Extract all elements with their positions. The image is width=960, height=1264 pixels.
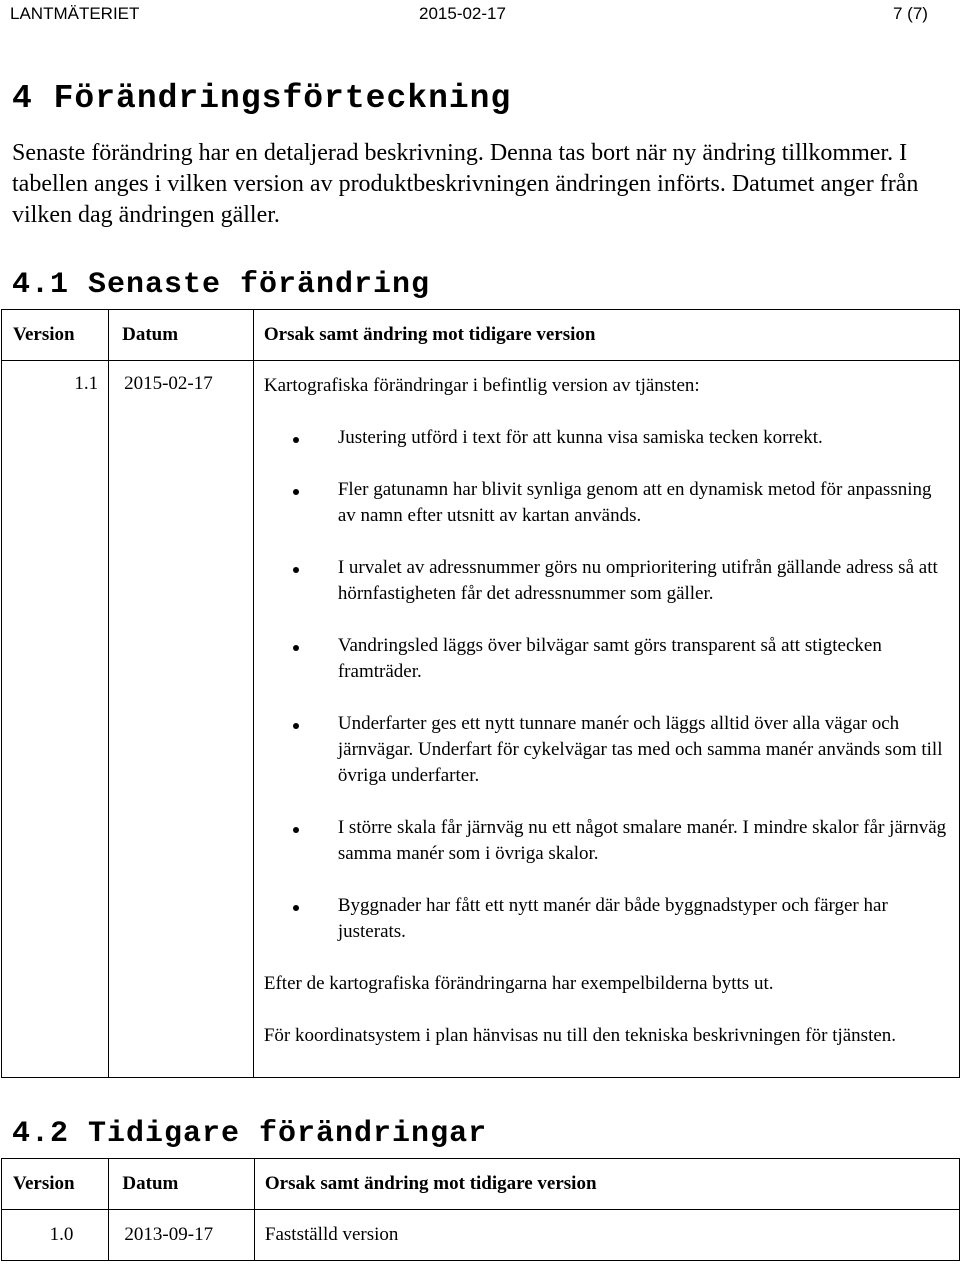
column-header-date: Datum (109, 310, 254, 361)
header-organization: LANTMÄTERIET (10, 4, 140, 23)
bullet-icon (293, 905, 299, 911)
list-item: Byggnader har fått ett nytt manér där både byggnadstyper och färger har justerats. (254, 893, 959, 945)
table-header-row (2, 310, 960, 361)
column-header-version: Version (2, 1159, 109, 1210)
row-date: 2015-02-17 (109, 361, 254, 1078)
table-header-row (2, 1159, 960, 1210)
after-text-examples: Efter de kartografiska förändringarna har exempelbilderna bytts ut. (263, 973, 774, 994)
list-item: I urvalet av adressnummer görs nu omprioritering utifrån gällande adress så att hörnfastigheten får det adressnummer som gäller. (254, 555, 959, 607)
table-row (2, 1210, 960, 1261)
column-header-date: Datum (109, 1159, 254, 1210)
bullet-icon (293, 723, 299, 729)
row-version: 1.1 (2, 361, 109, 1078)
after-text-coordinates: För koordinatsystem i plan hänvisas nu till den tekniska beskrivningen för tjänsten. (263, 1025, 897, 1046)
previous-changes-title: 4.2 Tidigare förändringar (12, 1117, 488, 1151)
bullet-icon (293, 827, 299, 833)
bullet-icon (293, 489, 299, 495)
table-row (2, 361, 960, 1078)
latest-changes-title: 4.1 Senaste förändring (12, 268, 431, 302)
change-list (254, 425, 959, 945)
row-version: 1.0 (2, 1210, 109, 1261)
list-item: Fler gatunamn har blivit synliga genom att en dynamisk metod för anpassning av namn efter utsnitt av kartan används. (254, 477, 959, 529)
list-item: I större skala får järnväg nu ett något smalare manér. I mindre skalor får järnväg samma manér som i övriga skalor. (254, 815, 959, 867)
column-header-reason: Orsak samt ändring mot tidigare version (254, 1159, 959, 1210)
list-item: Underfarter ges ett nytt tunnare manér och läggs alltid över alla vägar och järnvägar. Underfart för cykelvägar tas med och samma manér används som till övriga underfarter. (254, 711, 959, 789)
list-item: Vandringsled läggs över bilvägar samt görs transparent så att stigtecken framträder. (254, 633, 959, 685)
column-header-version: Version (2, 310, 109, 361)
latest-changes-table (1, 309, 960, 1078)
header-date: 2015-02-17 (419, 4, 506, 23)
section-title: 4 Förändringsförteckning (12, 80, 512, 117)
header-page-number: 7 (7) (893, 4, 928, 23)
bullet-icon (293, 645, 299, 651)
page-header (0, 0, 960, 28)
row-date: 2013-09-17 (109, 1210, 254, 1261)
column-header-reason: Orsak samt ändring mot tidigare version (253, 310, 959, 361)
bullet-icon (293, 567, 299, 573)
row-description (253, 361, 959, 1078)
section-intro: Senaste förändring har en detaljerad beskrivning. Denna tas bort när ny ändring tillkommer. I tabellen anges i vilken version av produktbeskrivningen ändringen införts. Datumet anger från vilken dag ändringen gäller. (12, 140, 919, 228)
bullet-icon (293, 437, 299, 443)
previous-changes-table (1, 1158, 960, 1261)
row-description: Fastställd version (254, 1210, 959, 1261)
list-item: Justering utförd i text för att kunna visa samiska tecken korrekt. (254, 425, 959, 451)
row-lead-text: Kartografiska förändringar i befintlig version av tjänsten: (263, 375, 700, 396)
